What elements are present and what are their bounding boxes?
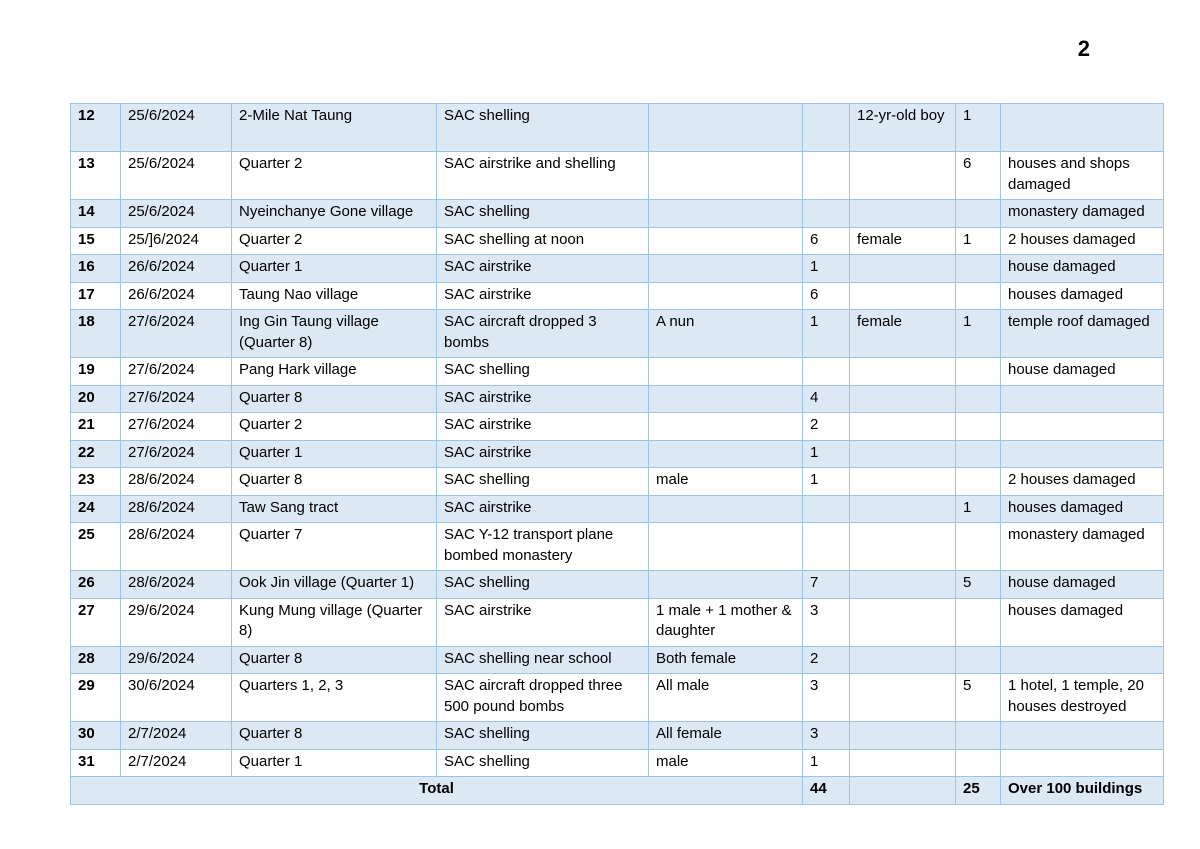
table-row: [71, 282, 1164, 310]
table-row: [71, 200, 1164, 228]
injured-desc-cell: [850, 749, 956, 777]
injured-count-cell: [956, 598, 1001, 646]
injured-desc-cell: [850, 674, 956, 722]
damage-cell: house damaged: [1001, 358, 1164, 386]
incident-cell: SAC airstrike: [437, 495, 649, 523]
killed-count-cell: 1: [803, 255, 850, 283]
victims-cell: [649, 385, 803, 413]
date-cell: 27/6/2024: [121, 440, 232, 468]
victims-cell: [649, 440, 803, 468]
injured-count-cell: [956, 646, 1001, 674]
injured-desc-cell: [850, 495, 956, 523]
row-number-cell: 26: [71, 571, 121, 599]
damage-cell: temple roof damaged: [1001, 310, 1164, 358]
damage-cell: [1001, 749, 1164, 777]
incident-cell: SAC airstrike: [437, 282, 649, 310]
damage-cell: [1001, 104, 1164, 152]
row-number-cell: 17: [71, 282, 121, 310]
victims-cell: All male: [649, 674, 803, 722]
incident-cell: SAC airstrike: [437, 598, 649, 646]
date-cell: 25/6/2024: [121, 152, 232, 200]
injured-count-cell: 5: [956, 571, 1001, 599]
injured-count-cell: [956, 385, 1001, 413]
injured-count-cell: [956, 358, 1001, 386]
victims-cell: [649, 523, 803, 571]
incident-cell: SAC airstrike and shelling: [437, 152, 649, 200]
injured-desc-cell: [850, 440, 956, 468]
row-number-cell: 21: [71, 413, 121, 441]
victims-cell: [649, 282, 803, 310]
damage-cell: 2 houses damaged: [1001, 227, 1164, 255]
location-cell: Quarter 7: [232, 523, 437, 571]
damage-cell: houses damaged: [1001, 598, 1164, 646]
killed-count-cell: [803, 152, 850, 200]
location-cell: Quarter 8: [232, 385, 437, 413]
table-body: [71, 104, 1164, 805]
killed-count-cell: 2: [803, 413, 850, 441]
incident-cell: SAC shelling: [437, 200, 649, 228]
killed-count-cell: 1: [803, 440, 850, 468]
location-cell: Quarter 1: [232, 440, 437, 468]
victims-cell: [649, 152, 803, 200]
killed-count-cell: 2: [803, 646, 850, 674]
killed-count-cell: 3: [803, 722, 850, 750]
date-cell: 26/6/2024: [121, 255, 232, 283]
table-row: [71, 104, 1164, 152]
incident-cell: SAC shelling: [437, 749, 649, 777]
table-row: [71, 152, 1164, 200]
injured-desc-cell: 12-yr-old boy: [850, 104, 956, 152]
table-row: [71, 413, 1164, 441]
damage-cell: monastery damaged: [1001, 523, 1164, 571]
incident-cell: SAC Y-12 transport plane bombed monastery: [437, 523, 649, 571]
row-number-cell: 28: [71, 646, 121, 674]
injured-desc-cell: [850, 722, 956, 750]
table-row: [71, 749, 1164, 777]
row-number-cell: 16: [71, 255, 121, 283]
location-cell: 2-Mile Nat Taung: [232, 104, 437, 152]
row-number-cell: 30: [71, 722, 121, 750]
damage-cell: 2 houses damaged: [1001, 468, 1164, 496]
incident-cell: SAC shelling near school: [437, 646, 649, 674]
table-row: [71, 440, 1164, 468]
location-cell: Ing Gin Taung village (Quarter 8): [232, 310, 437, 358]
location-cell: Quarters 1, 2, 3: [232, 674, 437, 722]
row-number-cell: 27: [71, 598, 121, 646]
victims-cell: A nun: [649, 310, 803, 358]
date-cell: 25/6/2024: [121, 200, 232, 228]
incident-table: [70, 103, 1164, 805]
injured-count-cell: [956, 255, 1001, 283]
date-cell: 30/6/2024: [121, 674, 232, 722]
injured-count-cell: [956, 413, 1001, 441]
table-row: [71, 646, 1164, 674]
victims-cell: 1 male + 1 mother & daughter: [649, 598, 803, 646]
injured-count-cell: 5: [956, 674, 1001, 722]
killed-count-cell: [803, 358, 850, 386]
date-cell: 28/6/2024: [121, 495, 232, 523]
injured-count-cell: 1: [956, 104, 1001, 152]
victims-cell: [649, 495, 803, 523]
total-label: Total: [71, 777, 803, 805]
date-cell: 2/7/2024: [121, 749, 232, 777]
table-row: [71, 722, 1164, 750]
date-cell: 27/6/2024: [121, 385, 232, 413]
location-cell: Ook Jin village (Quarter 1): [232, 571, 437, 599]
injured-count-cell: [956, 200, 1001, 228]
page-number: 2: [1077, 36, 1090, 61]
location-cell: Quarter 8: [232, 468, 437, 496]
victims-cell: [649, 358, 803, 386]
table-row: [71, 571, 1164, 599]
row-number-cell: 29: [71, 674, 121, 722]
killed-count-cell: 7: [803, 571, 850, 599]
damage-cell: house damaged: [1001, 255, 1164, 283]
date-cell: 25/]6/2024: [121, 227, 232, 255]
table-row: [71, 255, 1164, 283]
location-cell: Taung Nao village: [232, 282, 437, 310]
injured-desc-cell: [850, 200, 956, 228]
damage-cell: houses and shops damaged: [1001, 152, 1164, 200]
row-number-cell: 31: [71, 749, 121, 777]
victims-cell: [649, 200, 803, 228]
incident-cell: SAC shelling at noon: [437, 227, 649, 255]
injured-desc-cell: [850, 282, 956, 310]
killed-count-cell: 1: [803, 749, 850, 777]
injured-count-cell: [956, 282, 1001, 310]
date-cell: 28/6/2024: [121, 468, 232, 496]
killed-count-cell: 4: [803, 385, 850, 413]
table-row: [71, 674, 1164, 722]
location-cell: Quarter 8: [232, 646, 437, 674]
table-row: [71, 358, 1164, 386]
killed-count-cell: 1: [803, 468, 850, 496]
damage-cell: [1001, 440, 1164, 468]
damage-cell: [1001, 722, 1164, 750]
killed-count-cell: [803, 104, 850, 152]
injured-count-cell: 1: [956, 495, 1001, 523]
row-number-cell: 14: [71, 200, 121, 228]
injured-desc-cell: female: [850, 227, 956, 255]
killed-count-cell: 3: [803, 674, 850, 722]
location-cell: Quarter 1: [232, 255, 437, 283]
damage-cell: houses damaged: [1001, 495, 1164, 523]
incident-cell: SAC airstrike: [437, 385, 649, 413]
killed-count-cell: 1: [803, 310, 850, 358]
victims-cell: male: [649, 468, 803, 496]
row-number-cell: 15: [71, 227, 121, 255]
injured-count-cell: 6: [956, 152, 1001, 200]
total-injured: 25: [956, 777, 1001, 805]
injured-desc-cell: [850, 255, 956, 283]
injured-desc-cell: [850, 598, 956, 646]
row-number-cell: 24: [71, 495, 121, 523]
killed-count-cell: 6: [803, 282, 850, 310]
damage-cell: [1001, 646, 1164, 674]
table-row: [71, 598, 1164, 646]
row-number-cell: 18: [71, 310, 121, 358]
incident-cell: SAC shelling: [437, 722, 649, 750]
date-cell: 28/6/2024: [121, 523, 232, 571]
injured-desc-cell: [850, 646, 956, 674]
location-cell: Quarter 1: [232, 749, 437, 777]
injured-desc-cell: [850, 468, 956, 496]
injured-count-cell: [956, 722, 1001, 750]
date-cell: 27/6/2024: [121, 413, 232, 441]
victims-cell: Both female: [649, 646, 803, 674]
victims-cell: male: [649, 749, 803, 777]
table-row: [71, 385, 1164, 413]
killed-count-cell: 3: [803, 598, 850, 646]
table-row: [71, 310, 1164, 358]
table-row: [71, 495, 1164, 523]
killed-count-cell: [803, 495, 850, 523]
injured-count-cell: [956, 523, 1001, 571]
incident-cell: SAC shelling: [437, 468, 649, 496]
incident-cell: SAC shelling: [437, 104, 649, 152]
date-cell: 27/6/2024: [121, 310, 232, 358]
total-row: [71, 777, 1164, 805]
incident-cell: SAC airstrike: [437, 255, 649, 283]
damage-cell: monastery damaged: [1001, 200, 1164, 228]
row-number-cell: 23: [71, 468, 121, 496]
row-number-cell: 13: [71, 152, 121, 200]
incident-cell: SAC airstrike: [437, 440, 649, 468]
location-cell: Quarter 2: [232, 152, 437, 200]
row-number-cell: 19: [71, 358, 121, 386]
victims-cell: [649, 104, 803, 152]
table-row: [71, 227, 1164, 255]
incident-cell: SAC shelling: [437, 571, 649, 599]
date-cell: 29/6/2024: [121, 646, 232, 674]
injured-desc-cell: [850, 413, 956, 441]
location-cell: Nyeinchanye Gone village: [232, 200, 437, 228]
injured-desc-cell: [850, 152, 956, 200]
location-cell: Quarter 2: [232, 413, 437, 441]
incident-cell: SAC airstrike: [437, 413, 649, 441]
damage-cell: 1 hotel, 1 temple, 20 houses destroyed: [1001, 674, 1164, 722]
location-cell: Taw Sang tract: [232, 495, 437, 523]
total-killed: 44: [803, 777, 850, 805]
injured-desc-cell: [850, 358, 956, 386]
killed-count-cell: 6: [803, 227, 850, 255]
row-number-cell: 25: [71, 523, 121, 571]
injured-desc-cell: female: [850, 310, 956, 358]
incident-cell: SAC aircraft dropped 3 bombs: [437, 310, 649, 358]
date-cell: 28/6/2024: [121, 571, 232, 599]
injured-desc-cell: [850, 385, 956, 413]
location-cell: Pang Hark village: [232, 358, 437, 386]
damage-cell: house damaged: [1001, 571, 1164, 599]
date-cell: 27/6/2024: [121, 358, 232, 386]
victims-cell: [649, 413, 803, 441]
injured-count-cell: 1: [956, 227, 1001, 255]
victims-cell: [649, 571, 803, 599]
injured-count-cell: [956, 440, 1001, 468]
location-cell: Quarter 2: [232, 227, 437, 255]
table-row: [71, 468, 1164, 496]
row-number-cell: 12: [71, 104, 121, 152]
incident-cell: SAC aircraft dropped three 500 pound bombs: [437, 674, 649, 722]
damage-cell: houses damaged: [1001, 282, 1164, 310]
row-number-cell: 20: [71, 385, 121, 413]
table-row: [71, 523, 1164, 571]
date-cell: 2/7/2024: [121, 722, 232, 750]
total-empty-cell: [850, 777, 956, 805]
injured-count-cell: [956, 468, 1001, 496]
killed-count-cell: [803, 523, 850, 571]
victims-cell: All female: [649, 722, 803, 750]
victims-cell: [649, 227, 803, 255]
date-cell: 25/6/2024: [121, 104, 232, 152]
total-damage: Over 100 buildings: [1001, 777, 1164, 805]
location-cell: Quarter 8: [232, 722, 437, 750]
date-cell: 29/6/2024: [121, 598, 232, 646]
row-number-cell: 22: [71, 440, 121, 468]
damage-cell: [1001, 385, 1164, 413]
date-cell: 26/6/2024: [121, 282, 232, 310]
injured-desc-cell: [850, 523, 956, 571]
injured-count-cell: 1: [956, 310, 1001, 358]
damage-cell: [1001, 413, 1164, 441]
injured-count-cell: [956, 749, 1001, 777]
incident-cell: SAC shelling: [437, 358, 649, 386]
killed-count-cell: [803, 200, 850, 228]
injured-desc-cell: [850, 571, 956, 599]
location-cell: Kung Mung village (Quarter 8): [232, 598, 437, 646]
victims-cell: [649, 255, 803, 283]
